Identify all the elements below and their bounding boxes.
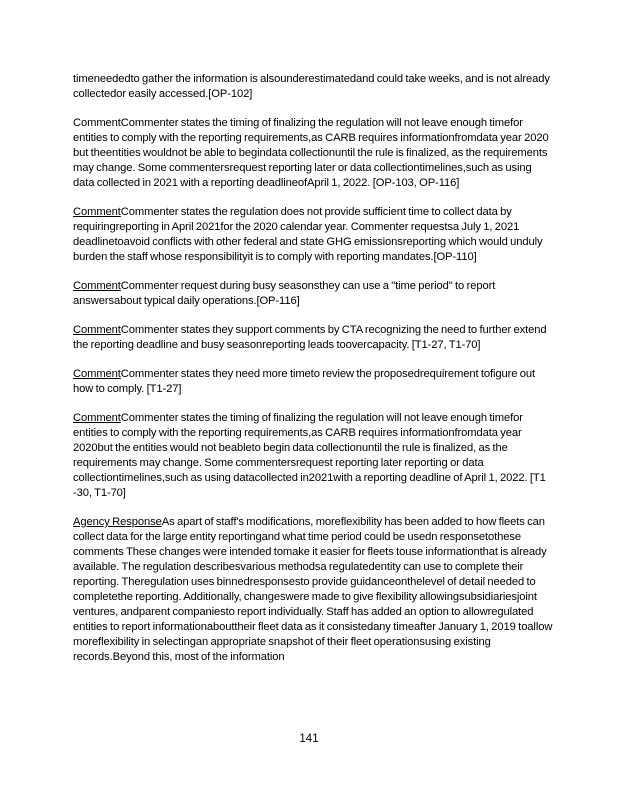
- paragraph-text: Commenter states they support comments by CTA recognizing the need to further extend the reporting deadline and busy seasonreporting leads toovercapacity. [T1-27, T1-70]: [73, 324, 547, 351]
- paragraph-5: [73, 323, 553, 353]
- paragraph-text: Commenter states the timing of finalizing the regulation will not leave enough timefor entities to comply with the reporting requirements,as CARB requires informationfromdata year 2020but the entities would not beableto begin data collectionuntil the rule is finalized, as the requirements may change. Some commentersrequest reporting later reporting or data collectiontimelines,such as using datacollected in2021with a reporting deadline of April 1, 2022. [T1 -30, T1-70]: [73, 412, 546, 499]
- paragraph-1: [73, 72, 553, 102]
- paragraph-8: [73, 515, 553, 665]
- paragraph-2: [73, 116, 553, 191]
- paragraph-4: [73, 279, 553, 309]
- paragraph-text: As apart of staff's modifications, moreflexibility has been added to how fleets can collect data for the large entity reportingand what time period could be usedn responsetothese comments These changes were intended tomake it easier for fleets touse informationthat is already available. The regulation describesvarious methodsa regulatedentity can use to complete their reporting. Theregulation uses binnedresponsesto provide guidanceonthelevel of detail needed to completethe reporting. Additionally, changeswere made to give flexibility allowingsubsidiariesjoint ventures, andparent companiesto report individually. Staff has added an option to allowregulated entities to report informationabouttheir fleet data as it consistedany timeafter January 1, 2019 toallow moreflexibility in selectingan appropriate snapshot of their fleet operationsusing existing records.Beyond this, most of the information: [73, 516, 553, 663]
- page-number: 141: [299, 733, 319, 745]
- comment-label: Comment: [73, 368, 121, 380]
- paragraph-3: [73, 205, 553, 265]
- paragraph-text: Commenter states they need more timeto review the proposedrequirement tofigure out how to comply. [T1-27]: [73, 368, 536, 395]
- comment-label: Comment: [73, 412, 121, 424]
- paragraph-text: Commenter request during busy seasonsthey can use a "time period" to report answersabout typical daily operations.[OP-116]: [73, 280, 496, 307]
- agency-response-label: Agency Response: [73, 516, 162, 528]
- paragraph-text: timeneededto gather the information is alsounderestimatedand could take weeks, and is not already collectedor easily accessed.[OP-102]: [73, 73, 550, 100]
- comment-label: Comment: [73, 324, 121, 336]
- document-body: [73, 72, 553, 679]
- paragraph-text: CommentCommenter states the timing of finalizing the regulation will not leave enough timefor entities to comply with the reporting requirements,as CARB requires informationfromdata year 2020 but theentities wouldnot be able to begindata collectionuntil the rule is finalized, as the requirements may change. Some commentersrequest reporting later or data collectiontimelines,such as using data collected in 2021 with a reporting deadlineofApril 1, 2022. [OP-103, OP-116]: [73, 117, 549, 189]
- comment-label: Comment: [73, 280, 121, 292]
- comment-label: Comment: [73, 206, 121, 218]
- paragraph-text: Commenter states the regulation does not provide sufficient time to collect data by requiringreporting in April 2021for the 2020 calendar year. Commenter requestsa July 1, 2021 deadlinetoavoid conflicts with other federal and state GHG emissionsreporting which would unduly burden the staff whose responsibilityit is to comply with reporting mandates.[OP-110]: [73, 206, 543, 263]
- paragraph-6: [73, 367, 553, 397]
- paragraph-7: [73, 411, 553, 501]
